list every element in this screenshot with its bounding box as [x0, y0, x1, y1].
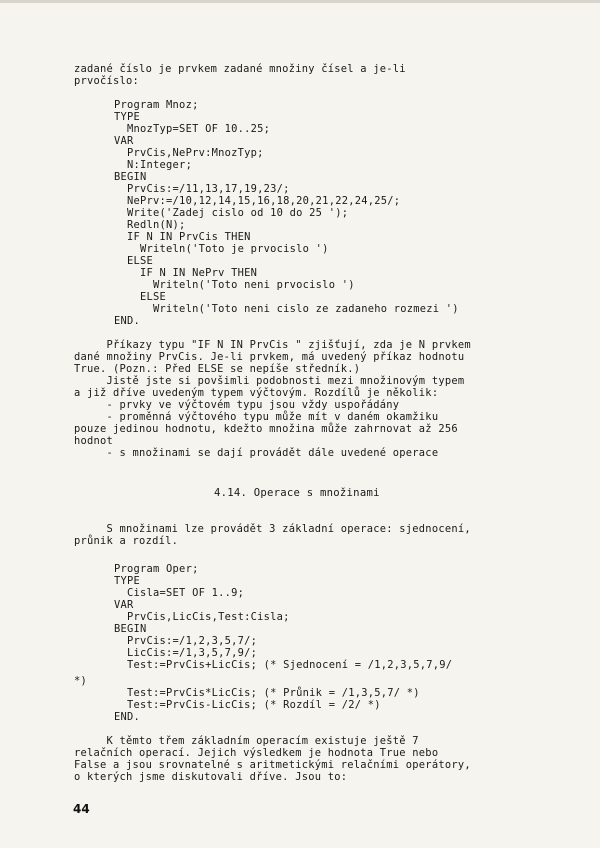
page-top-edge — [0, 0, 600, 3]
code-line: Writeln('Toto je prvocislo ') — [114, 243, 329, 255]
text-line: zadané číslo je prvkem zadané množiny čísel a je-li — [74, 63, 406, 75]
code-line: Test:=PrvCis+LicCis; (* Sjednocení = /1,2,3,5,7,9/ — [114, 659, 453, 671]
code-line: BEGIN — [114, 623, 147, 635]
text-line: o kterých jsme diskutovali dříve. Jsou to: — [74, 771, 348, 783]
code-line: TYPE — [114, 575, 141, 587]
text-line: - s množinami se dají provádět dále uvedené operace — [74, 447, 439, 459]
text-line: Příkazy typu "IF N IN PrvCis " zjišťují, zda je N prvkem — [74, 339, 471, 351]
text-line: True. (Pozn.: Před ELSE se nepíše středník.) — [74, 363, 361, 375]
code-line: Writeln('Toto neni cislo ze zadaneho rozmezi ') — [114, 303, 459, 315]
text-line: relačních operací. Jejich výsledkem je hodnota True nebo — [74, 747, 439, 759]
code-line: PrvCis,LicCis,Test:Cisla; — [114, 611, 290, 623]
code-line: Test:=PrvCis*LicCis; (* Průnik = /1,3,5,7/ *) — [114, 687, 420, 699]
code-line: PrvCis:=/11,13,17,19,23/; — [114, 183, 290, 195]
code-line: PrvCis,NePrv:MnozTyp; — [114, 147, 264, 159]
text-line: - prvky ve výčtovém typu jsou vždy uspořádány — [74, 399, 400, 411]
code-line: END. — [114, 711, 141, 723]
code-line: IF N IN PrvCis THEN — [114, 231, 251, 243]
code-line: NePrv:=/10,12,14,15,16,18,20,21,22,24,25/; — [114, 195, 401, 207]
text-line: pouze jedinou hodnotu, kdežto množina může zahrnovat až 256 — [74, 423, 458, 435]
code-line: LicCis:=/1,3,5,7,9/; — [114, 647, 258, 659]
code-line: PrvCis:=/1,2,3,5,7/; — [114, 635, 258, 647]
code-line: ELSE — [114, 255, 154, 267]
code-line: END. — [114, 315, 141, 327]
code-line: BEGIN — [114, 171, 147, 183]
text-line: - proměnná výčtového typu může mít v daném okamžiku — [74, 411, 439, 423]
text-line: prvočíslo: — [74, 75, 140, 87]
text-line: S množinami lze provádět 3 základní operace: sjednocení, — [74, 523, 471, 535]
section-heading: 4.14. Operace s množinami — [214, 487, 380, 499]
code-line: Program Oper; — [114, 563, 199, 575]
code-line: N:Integer; — [114, 159, 193, 171]
text-line: False a jsou srovnatelné s aritmetickými relačními operátory, — [74, 759, 471, 771]
code-line: VAR — [114, 135, 134, 147]
code-line: Test:=PrvCis-LicCis; (* Rozdíl = /2/ *) — [114, 699, 381, 711]
text-line: průnik a rozdíl. — [74, 535, 179, 547]
text-line: a již dříve uvedeným typem výčtovým. Rozdílů je několik: — [74, 387, 439, 399]
text-line: Jistě jste si povšimli podobnosti mezi množinovým typem — [74, 375, 465, 387]
page-number: 44 — [73, 802, 90, 816]
code-line: TYPE — [114, 111, 141, 123]
code-line: VAR — [114, 599, 134, 611]
code-line: Program Mnoz; — [114, 99, 199, 111]
text-line: K těmto třem základním operacím existuje ještě 7 — [74, 735, 419, 747]
text-line: dané množiny PrvCis. Je-li prvkem, má uvedený příkaz hodnotu — [74, 351, 465, 363]
code-line: Cisla=SET OF 1..9; — [114, 587, 245, 599]
code-line: IF N IN NePrv THEN — [114, 267, 258, 279]
code-line: Write('Zadej cislo od 10 do 25 '); — [114, 207, 349, 219]
code-line: *) — [74, 675, 88, 687]
code-line: Redln(N); — [114, 219, 186, 231]
code-line: MnozTyp=SET OF 10..25; — [114, 123, 271, 135]
code-line: ELSE — [114, 291, 167, 303]
code-line: Writeln('Toto neni prvocislo ') — [114, 279, 355, 291]
text-line: hodnot — [74, 435, 114, 447]
